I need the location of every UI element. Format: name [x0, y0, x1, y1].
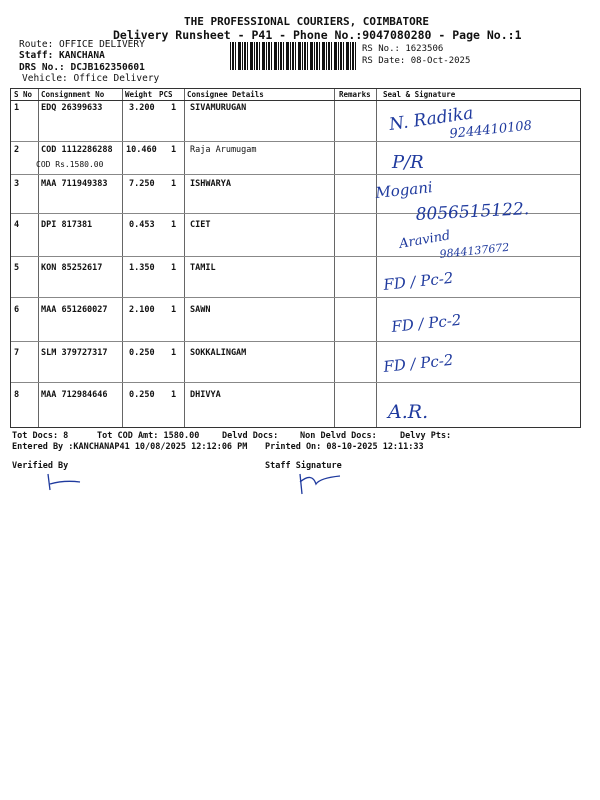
runsheet-table: S No Consignment No Weight PCS Consignee Details Remarks Seal & Signature 1 EDQ 26399633 3.200 1 SIVAMURUGAN 2 COD 1112286288 10.460 1 Raja Arumugam COD Rs.1580.00 3 MAA 711949383 7.250 1 ISHWARYA 4 DPI 817381 0.453 1 CIET 5 KON 85252617 1.350 1 TAMIL 6 MAA 651260027 2.100 1 SAWN 7 SLM 379727317 0.250 1 SOKKALINGAM 8 MAA 712984646 0.250 1 DHIVYA [10, 88, 581, 428]
signature-row-3-name: Mogani [374, 178, 434, 202]
verified-by-label: Verified By [12, 461, 69, 471]
col-header-seal-signature: Seal & Signature [383, 90, 456, 99]
signature-row-4-phone: 9844137672 [438, 240, 510, 261]
delivery-points: Delvy Pts: [400, 431, 452, 441]
total-docs: Tot Docs: 8 [12, 431, 69, 441]
drs-number: DRS No.: DCJB162350601 [19, 62, 145, 73]
printed-on: Printed On: 08-10-2025 12:11:33 [265, 442, 424, 452]
signature-row-5: FD / Pc-2 [382, 268, 455, 294]
staff-signature-label: Staff Signature [265, 461, 342, 471]
staff-signature-mark [290, 468, 350, 498]
signature-row-6: FD / Pc-2 [390, 310, 463, 336]
entered-by: Entered By :KANCHANAP41 10/08/2025 12:12:06 PM [12, 442, 248, 452]
staff-label: Staff: KANCHANA [19, 50, 105, 61]
signature-row-4-name: Aravind [398, 228, 452, 252]
signature-row-8: A.R. [388, 401, 429, 423]
non-delivered-docs: Non Delvd Docs: [300, 431, 377, 441]
col-header-sno: S No [14, 90, 33, 99]
signature-row-7: FD / Pc-2 [382, 350, 455, 376]
rs-date: RS Date: 08-Oct-2025 [362, 56, 471, 66]
handwritten-signatures [370, 100, 585, 430]
delivered-docs: Delvd Docs: [222, 431, 279, 441]
vehicle-label: Vehicle: Office Delivery [22, 73, 160, 84]
company-name: THE PROFESSIONAL COURIERS, COIMBATORE [184, 15, 430, 28]
cod-amount-note: COD Rs.1580.00 [36, 160, 104, 169]
route-label: Route: OFFICE DELIVERY [19, 39, 145, 50]
rs-number: RS No.: 1623506 [362, 44, 444, 54]
col-header-weight: Weight [125, 90, 153, 99]
verified-by-signature-mark [40, 470, 90, 495]
barcode-image [230, 42, 358, 70]
signature-row-2: P/R [392, 152, 424, 173]
col-header-remarks: Remarks [339, 90, 371, 99]
signature-row-1-phone: 9244410108 [448, 118, 533, 142]
signature-row-3-phone: 8056515122. [415, 199, 530, 225]
signature-row-1-name: N. Radika [387, 103, 475, 135]
total-cod-amount: Tot COD Amt: 1580.00 [97, 431, 200, 441]
col-header-consignment: Consignment No [41, 90, 105, 99]
col-header-consignee: Consignee Details [187, 90, 264, 99]
col-header-pcs: PCS [159, 90, 173, 99]
runsheet-title: Delivery Runsheet - P41 - Phone No.:9047080280 - Page No.:1 [113, 28, 522, 42]
